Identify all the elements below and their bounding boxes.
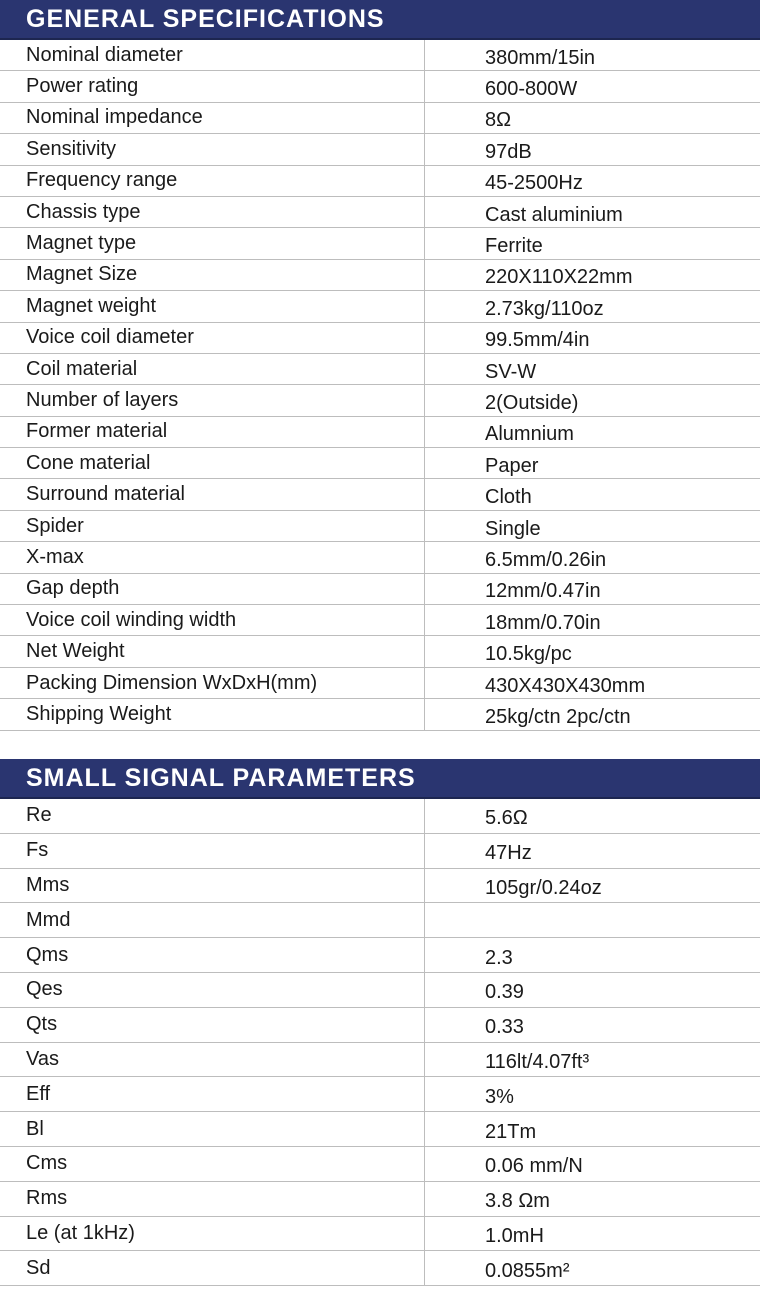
row-label: Qts <box>0 1008 425 1042</box>
row-value: 0.0855m² <box>485 1259 570 1282</box>
row-label: Magnet weight <box>0 291 425 321</box>
row-label: Shipping Weight <box>0 699 425 729</box>
row-value: Paper <box>485 454 539 477</box>
table-row <box>0 574 760 605</box>
small-signal-parameters-table <box>0 799 760 1286</box>
row-value: 45-2500Hz <box>485 172 583 195</box>
row-value: SV-W <box>485 360 537 383</box>
table-row <box>0 134 760 165</box>
table-row <box>0 1251 760 1286</box>
table-row <box>0 1008 760 1043</box>
row-label: Eff <box>0 1077 425 1111</box>
row-value: 99.5mm/4in <box>485 329 590 352</box>
table-row <box>0 354 760 385</box>
row-value: Cast aluminium <box>485 203 623 226</box>
table-row <box>0 605 760 636</box>
row-value: 47Hz <box>485 842 532 865</box>
table-row <box>0 1112 760 1147</box>
row-label: Chassis type <box>0 197 425 227</box>
row-value: Cloth <box>485 486 532 509</box>
table-row <box>0 291 760 322</box>
row-label: Mmd <box>0 903 425 937</box>
row-value: 0.33 <box>485 1016 524 1039</box>
row-label: Bl <box>0 1112 425 1146</box>
row-value: 0.06 mm/N <box>485 1155 583 1178</box>
table-row <box>0 228 760 259</box>
row-label: X-max <box>0 542 425 572</box>
table-row <box>0 903 760 938</box>
general-specifications-table <box>0 40 760 731</box>
row-label: Coil material <box>0 354 425 384</box>
table-row <box>0 973 760 1008</box>
row-value: 3% <box>485 1085 514 1108</box>
row-label: Net Weight <box>0 636 425 666</box>
table-row <box>0 385 760 416</box>
row-label: Magnet type <box>0 228 425 258</box>
row-label: Number of layers <box>0 385 425 415</box>
row-value: 5.6Ω <box>485 807 528 830</box>
row-value: 18mm/0.70in <box>485 611 601 634</box>
table-row <box>0 71 760 102</box>
row-label: Re <box>0 799 425 833</box>
row-value: 21Tm <box>485 1120 537 1143</box>
row-value: 105gr/0.24oz <box>485 876 602 899</box>
row-value: 1.0mH <box>485 1224 544 1247</box>
table-row <box>0 1217 760 1252</box>
table-row <box>0 197 760 228</box>
table-row <box>0 938 760 973</box>
row-label: Qms <box>0 938 425 972</box>
table-row <box>0 1182 760 1217</box>
row-value: 25kg/ctn 2pc/ctn <box>485 705 631 728</box>
table-row <box>0 511 760 542</box>
row-value: 2(Outside) <box>485 391 579 414</box>
table-row <box>0 1043 760 1078</box>
row-value: 10.5kg/pc <box>485 643 572 666</box>
row-label: Surround material <box>0 479 425 509</box>
row-value: 2.73kg/110oz <box>485 297 604 320</box>
row-label: Power rating <box>0 71 425 101</box>
row-value: 8Ω <box>485 109 512 132</box>
row-label: Frequency range <box>0 166 425 196</box>
row-value: 12mm/0.47in <box>485 580 601 603</box>
row-value: 430X430X430mm <box>485 674 646 697</box>
table-row <box>0 668 760 699</box>
row-value: 2.3 <box>485 946 513 969</box>
row-label: Mms <box>0 869 425 903</box>
row-label: Former material <box>0 417 425 447</box>
row-value: Single <box>485 517 541 540</box>
row-value: Ferrite <box>485 235 543 258</box>
row-value: 116lt/4.07ft³ <box>485 1050 590 1073</box>
row-label: Sensitivity <box>0 134 425 164</box>
row-value: 220X110X22mm <box>485 266 633 289</box>
row-label: Magnet Size <box>0 260 425 290</box>
row-label: Nominal diameter <box>0 40 425 70</box>
row-value: 600-800W <box>485 78 578 101</box>
row-label: Rms <box>0 1182 425 1216</box>
row-value: 0.39 <box>485 981 524 1004</box>
row-label: Fs <box>0 834 425 868</box>
row-label: Cms <box>0 1147 425 1181</box>
table-row <box>0 542 760 573</box>
row-label: Gap depth <box>0 574 425 604</box>
table-row <box>0 1147 760 1182</box>
table-row <box>0 869 760 904</box>
table-row <box>0 699 760 730</box>
row-value <box>425 903 760 937</box>
row-label: Voice coil diameter <box>0 323 425 353</box>
row-label: Cone material <box>0 448 425 478</box>
section-title: SMALL SIGNAL PARAMETERS <box>26 763 416 792</box>
table-row <box>0 103 760 134</box>
row-value: 380mm/15in <box>485 46 596 69</box>
table-row <box>0 417 760 448</box>
table-row <box>0 166 760 197</box>
row-label: Qes <box>0 973 425 1007</box>
table-row <box>0 799 760 834</box>
table-row <box>0 260 760 291</box>
row-value: Alumnium <box>485 423 574 446</box>
small-signal-parameters-section <box>0 759 760 1286</box>
row-value: 6.5mm/0.26in <box>485 548 607 571</box>
table-row <box>0 1077 760 1112</box>
table-row <box>0 40 760 71</box>
row-label: Le (at 1kHz) <box>0 1217 425 1251</box>
row-value: 97dB <box>485 140 532 163</box>
table-row <box>0 448 760 479</box>
table-row <box>0 636 760 667</box>
small-signal-parameters-header <box>0 759 760 799</box>
row-label: Nominal impedance <box>0 103 425 133</box>
general-specifications-header <box>0 0 760 40</box>
row-label: Packing Dimension WxDxH(mm) <box>0 668 425 698</box>
section-title: GENERAL SPECIFICATIONS <box>26 4 385 33</box>
row-value: 3.8 Ωm <box>485 1190 550 1213</box>
row-label: Spider <box>0 511 425 541</box>
table-row <box>0 323 760 354</box>
table-row <box>0 479 760 510</box>
row-label: Sd <box>0 1251 425 1285</box>
row-label: Voice coil winding width <box>0 605 425 635</box>
table-row <box>0 834 760 869</box>
row-label: Vas <box>0 1043 425 1077</box>
